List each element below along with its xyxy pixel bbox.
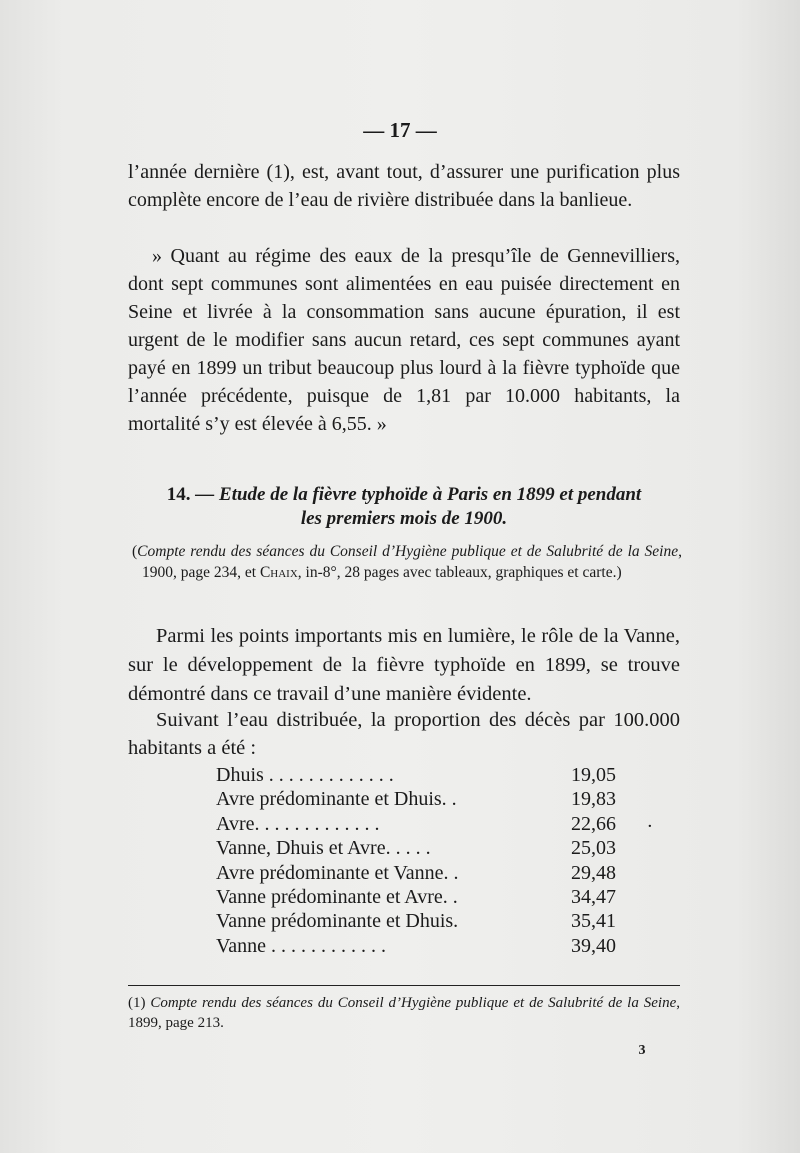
footnote-details: , 1899, page 213. [128,995,680,1031]
row-value: 35,41 [571,910,616,933]
row-value: 39,40 [571,934,616,957]
reference-open: ( [132,543,138,560]
table-row [216,909,616,933]
row-label: Avre prédominante et Dhuis. . [216,788,457,811]
paragraph-1: l’année dernière (1), est, avant tout, d’assurer une purification plus complète encore de l’eau de rivière distribuée dans la banlieue. [128,161,680,211]
row-value: 22,66 [571,812,616,835]
row-label: Vanne prédominante et Dhuis. [216,910,459,933]
footnote-source: Compte rendu des séances du Conseil d’Hygiène publique et de Salubrité de la Seine [150,995,677,1011]
table-row [216,787,616,811]
reference-source: Compte rendu des séances du Conseil d’Hygiène publique et de Salubrité de la Seine [137,543,679,560]
section-heading [128,483,680,531]
signature-number: 3 [638,1043,646,1058]
table-row [216,812,616,836]
footnote-rule [128,985,680,986]
row-label: Avre prédominante et Vanne. . [216,861,459,884]
reference-publisher: Chaix [259,564,298,581]
table-row [216,836,616,860]
section-title-line1: — Etude de la fièvre typhoïde à Paris en 1899 et pendant [195,484,642,505]
paragraph-2: » Quant au régime des eaux de la presqu’île de Gennevilliers, dont sept communes sont alimentées en eau puisée directement en Seine et livrée à la consommation sans aucune épuration, il est urgent de le modifier sans aucun retard, ces sept communes ayant payé en 1899 un tribut beaucoup plus lourd à la fièvre typhoïde que l’année précédente, puisque de 1,81 par 10.000 habitants, la mortalité s’y est élevée à 6,55. » [128,245,680,435]
paragraph-3: Parmi les points importants mis en lumière, le rôle de la Vanne, sur le développement de la fièvre typhoïde en 1899, se trouve démontré dans ce travail d’une manière évidente. [128,625,680,705]
row-label: Vanne prédominante et Avre. . [216,885,458,908]
table-row [216,861,616,885]
row-label: Avre. . . . . . . . . . . . . [216,812,380,835]
table-row [216,885,616,909]
section-title-line2: les premiers mois de 1900. [300,508,508,529]
table-row [216,763,616,787]
mortality-table [216,763,616,958]
row-value: 34,47 [571,885,616,908]
row-value: 25,03 [571,837,616,860]
row-label: Vanne . . . . . . . . . . . . [216,934,386,957]
reference-details-2: , in-8°, 28 pages avec tableaux, graphiques et carte.) [297,564,622,581]
row-label: Vanne, Dhuis et Avre. . . . . [216,837,431,860]
table-row [216,934,616,958]
row-value: 29,48 [571,861,616,884]
section-reference [132,541,682,583]
paragraph-4: Suivant l’eau distribuée, la proportion des décès par 100.000 habitants a été : [128,709,680,759]
row-label: Dhuis . . . . . . . . . . . . . [216,764,394,786]
row-value: 19,83 [571,788,616,811]
reference-details-1: , 1900, page 234, et [142,543,682,581]
stray-mark: · [647,816,653,837]
page-number: — 17 — [363,118,437,142]
footnote [128,993,680,1033]
footnote-marker: (1) [128,995,146,1011]
row-value: 19,05 [571,764,616,786]
section-number: 14. [166,484,191,505]
